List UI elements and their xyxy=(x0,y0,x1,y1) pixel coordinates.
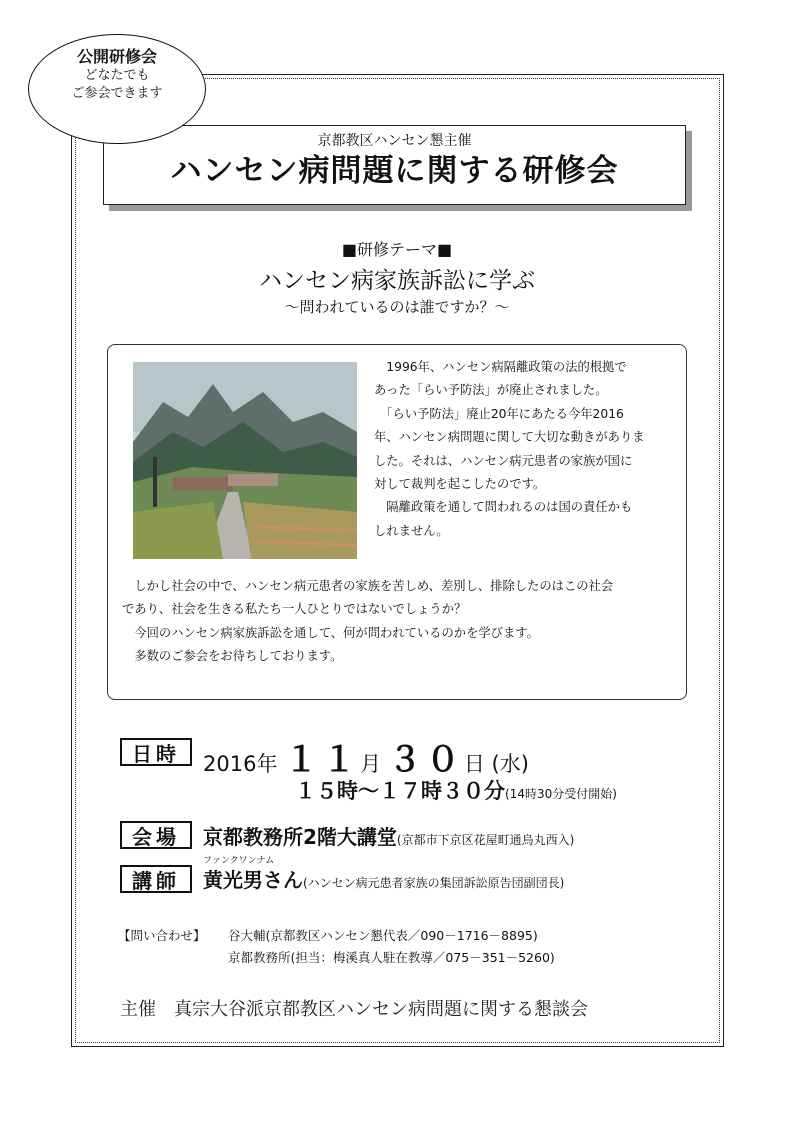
intro-line: 対して裁判を起こしたのです。 xyxy=(374,477,546,492)
lecturer-label: 講師 xyxy=(120,865,192,893)
contact-line-2: 京都教務所(担当：梅溪真人駐在教導／075－351－5260) xyxy=(228,950,555,965)
datetime-label: 日時 xyxy=(120,738,192,766)
intro-line: 多数のご参会をお待ちしております。 xyxy=(122,649,343,664)
lecturer-ruby: ファンクワンナム xyxy=(203,856,275,866)
title-box xyxy=(103,125,686,205)
intro-line: した。それは、ハンセン病元患者の家族が国に xyxy=(374,453,633,468)
venue-address: (京都市下京区花屋町通烏丸西入) xyxy=(396,833,575,847)
badge-line-2: ご参会できます xyxy=(71,86,163,101)
event-time-range: １５時～１７時３０分 xyxy=(295,779,505,803)
intro-line: 今回のハンセン病家族訴訟を通して、何が問われているのかを学びます。 xyxy=(122,625,539,640)
theme-subtitle: ～問われているのは誰ですか？～ xyxy=(284,298,510,316)
intro-line: 「らい予防法」廃止20年にあたる今年2016 xyxy=(374,406,624,421)
public-seminar-badge xyxy=(28,34,206,144)
lecturer xyxy=(203,864,564,893)
theme-title: ハンセン病家族訴訟に学ぶ xyxy=(259,268,535,294)
event-time xyxy=(295,775,617,805)
intro-line: 隔離政策を通して問われるのは国の責任かも xyxy=(374,500,633,515)
badge-line-1: どなたでも xyxy=(84,68,150,83)
intro-line: あった「らい予防法」が廃止されました。 xyxy=(374,383,608,398)
intro-line: 1996年、ハンセン病隔離政策の法的根拠で xyxy=(374,360,627,374)
intro-line: であり、社会を生きる私たち一人ひとりではないでしょうか？ xyxy=(122,602,467,617)
intro-right-text xyxy=(374,356,674,543)
lecturer-note: (ハンセン病元患者家族の集団訴訟原告団副団長) xyxy=(303,876,565,890)
event-date xyxy=(203,732,529,781)
event-weekday: (水) xyxy=(491,752,529,776)
page-title: ハンセン病問題に関する研修会 xyxy=(170,153,619,189)
event-month: １１ xyxy=(284,740,361,780)
badge-title: 公開研修会 xyxy=(76,47,157,66)
footer-organizer: 主催 真宗大谷派京都教区ハンセン病問題に関する懇談会 xyxy=(120,999,588,1020)
intro-line: しかし社会の中で、ハンセン病元患者の家族を苦しめ、差別し、排除したのはこの社会 xyxy=(122,579,614,593)
event-day: ３０ xyxy=(387,740,464,780)
venue xyxy=(203,821,574,850)
lecturer-name: 黄光男さん xyxy=(203,868,303,892)
venue-label: 会場 xyxy=(120,821,192,849)
event-year: 2016年 xyxy=(203,752,278,776)
reception-note: (14時30分受付開始) xyxy=(505,787,617,801)
organizer-subtitle: 京都教区ハンセン懇主催 xyxy=(317,133,472,149)
contact-label: 【問い合わせ】 xyxy=(118,928,206,943)
mountain-village-painting xyxy=(133,362,357,559)
intro-full-text xyxy=(122,575,677,669)
theme-heading: ■研修テーマ■ xyxy=(341,240,453,259)
contact-info xyxy=(228,925,555,969)
month-unit: 月 xyxy=(360,752,382,776)
venue-name: 京都教務所2階大講堂 xyxy=(203,825,397,849)
intro-line: しれません。 xyxy=(374,523,449,538)
contact-line-1: 谷大輔(京都教区ハンセン懇代表／090－1716－8895) xyxy=(228,928,538,943)
intro-line: 年、ハンセン病問題に関して大切な動きがありま xyxy=(374,430,645,445)
day-unit: 日 xyxy=(463,752,485,776)
